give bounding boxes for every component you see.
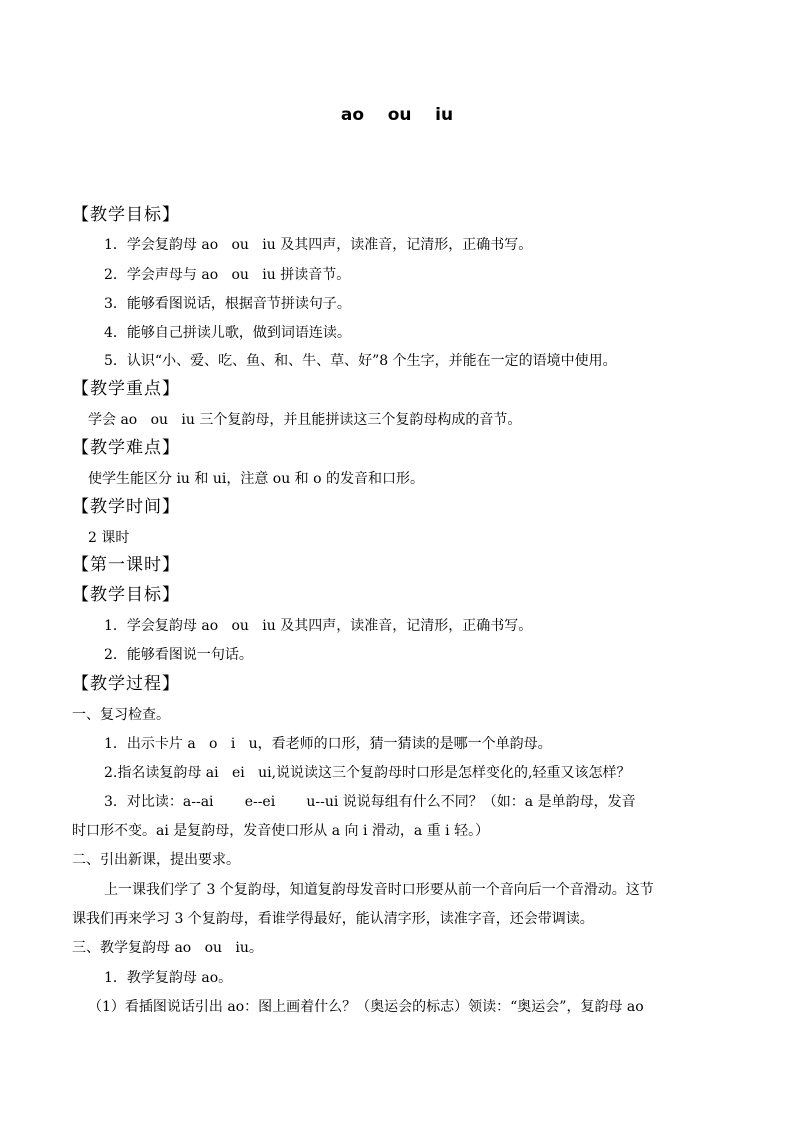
time-heading: 【教学时间】 bbox=[72, 497, 180, 517]
lesson1-heading: 【第一课时】 bbox=[72, 555, 180, 575]
difficulty-heading: 【教学难点】 bbox=[72, 438, 180, 458]
objective2-item-2: 2．能够看图说一句话。 bbox=[104, 647, 253, 663]
part1-item-2: 2.指名读复韵母 ai ei ui,说说读这三个复韵母时口形是怎样变化的,轻重又该怎样？ bbox=[104, 765, 631, 781]
part1-title: 一、复习检查。 bbox=[72, 707, 170, 723]
objectives-heading: 【教学目标】 bbox=[72, 205, 180, 225]
objective-item-4: 4．能够自己拼读儿歌，做到词语连读。 bbox=[104, 325, 351, 341]
objective-item-5: 5．认识“小、爱、吃、鱼、和、牛、草、好”8 个生字，并能在一定的语境中使用。 bbox=[104, 353, 617, 369]
part3-sub-1: （1）看插图说话引出 ao：图上画着什么？（奥运会的标志）领读：“奥运会”，复韵母 ao bbox=[88, 999, 644, 1015]
part2-line-2: 课我们再来学习 3 个复韵母，看谁学得最好，能认清字形，读准字音，还会带调读。 bbox=[72, 911, 594, 927]
part2-title: 二、引出新课，提出要求。 bbox=[72, 852, 240, 868]
part1-item-3-cont: 时口形不变。ai 是复韵母，发音使口形从 a 向 i 滑动，a 重 i 轻。） bbox=[72, 823, 490, 839]
key-points-heading: 【教学重点】 bbox=[72, 379, 180, 399]
objective2-item-1: 1．学会复韵母 ao ou iu 及其四声，读准音，记清形，正确书写。 bbox=[104, 618, 533, 634]
process-heading: 【教学过程】 bbox=[72, 674, 180, 694]
objective-item-2: 2．学会声母与 ao ou iu 拼读音节。 bbox=[104, 267, 351, 283]
objective-item-1: 1．学会复韵母 ao ou iu 及其四声，读准音，记清形，正确书写。 bbox=[104, 237, 533, 253]
key-points-text: 学会 ao ou iu 三个复韵母，并且能拼读这三个复韵母构成的音节。 bbox=[88, 412, 522, 428]
part1-item-3: 3．对比读：a--ai e--ei u--ui 说说每组有什么不同？（如：a 是单韵母，发音 bbox=[104, 794, 636, 810]
part1-item-1: 1．出示卡片 a o i u，看老师的口形，猜一猜读的是哪一个单韵母。 bbox=[104, 736, 552, 752]
objective-item-3: 3．能够看图说话，根据音节拼读句子。 bbox=[104, 296, 351, 312]
part2-line-1: 上一课我们学了 3 个复韵母，知道复韵母发音时口形要从前一个音向后一个音滑动。这节 bbox=[104, 882, 654, 898]
part3-title: 三、教学复韵母 ao ou iu。 bbox=[72, 940, 263, 956]
difficulty-text: 使学生能区分 iu 和 ui，注意 ou 和 o 的发音和口形。 bbox=[88, 471, 425, 487]
time-text: 2 课时 bbox=[88, 530, 130, 546]
part3-item-1: 1．教学复韵母 ao。 bbox=[104, 970, 233, 986]
page-title: ao ou iu bbox=[340, 105, 454, 125]
objectives2-heading: 【教学目标】 bbox=[72, 585, 180, 605]
